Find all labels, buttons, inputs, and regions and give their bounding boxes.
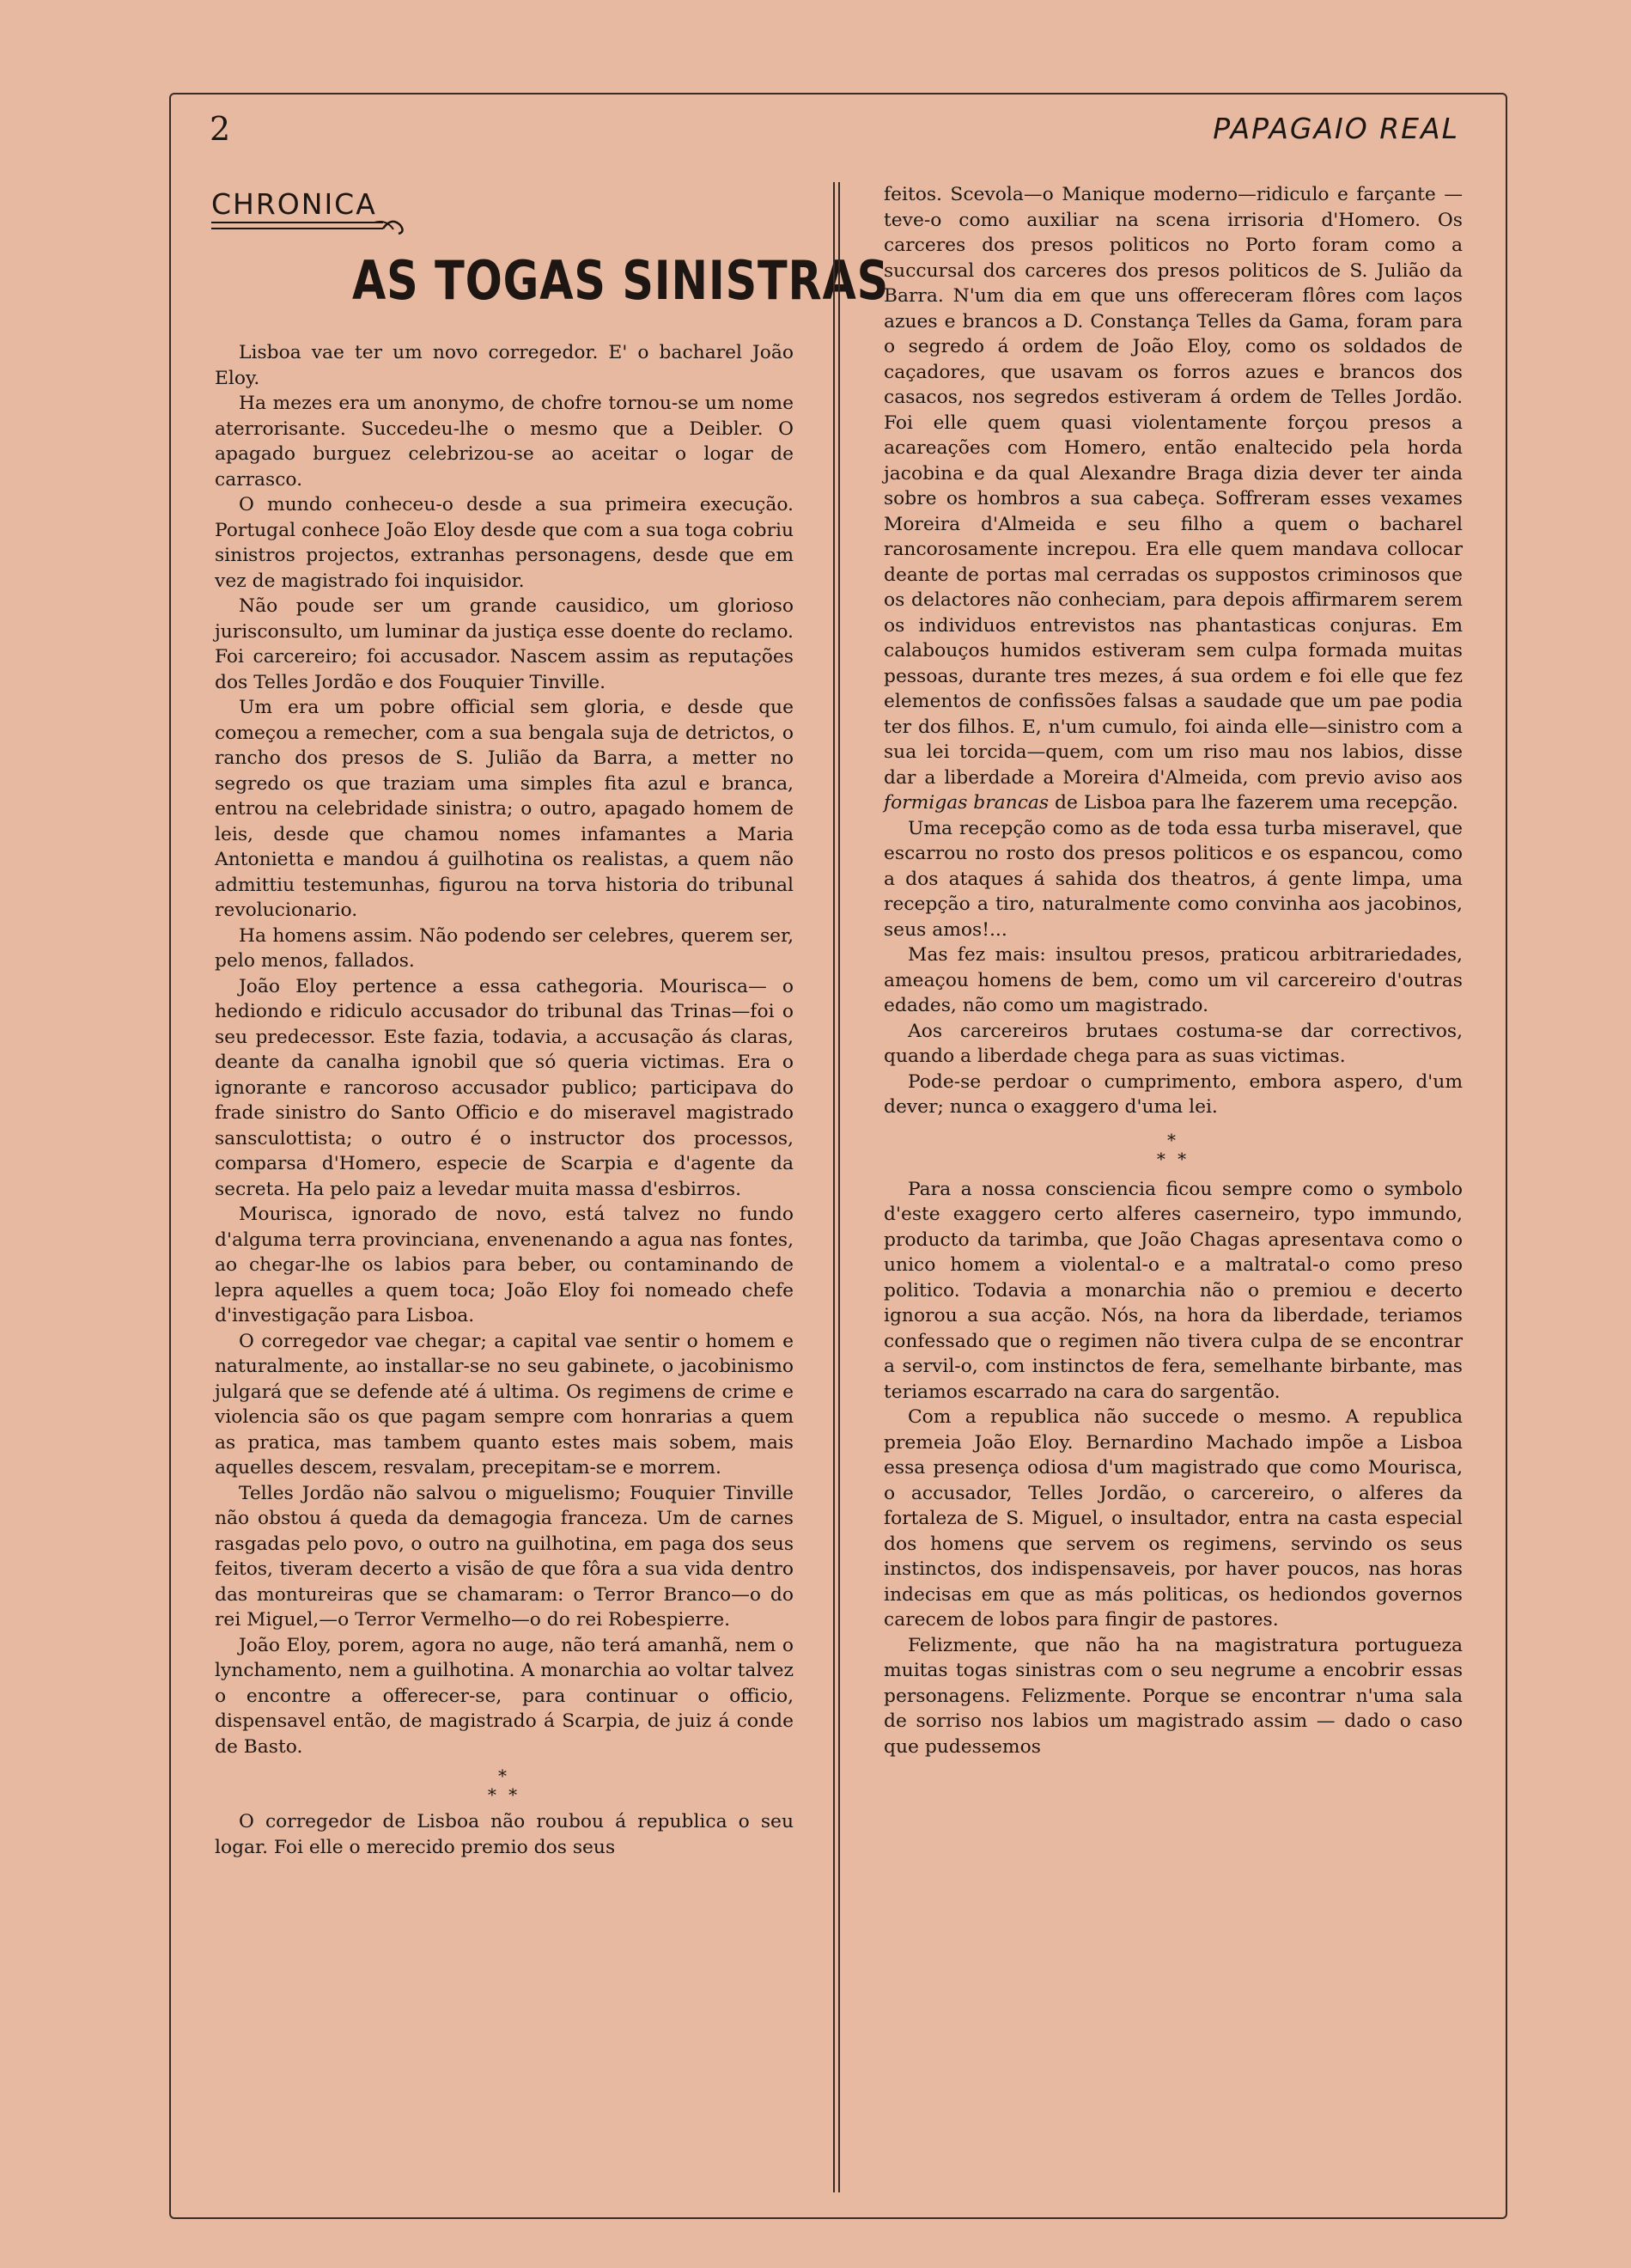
paragraph-text: feitos. Scevola—o Manique moderno—ridiculo e farçante — teve-o como auxiliar na scena irrisoria d'Homero. Os carceres dos presos politicos no Porto foram como a succursal dos carceres dos presos politicos de S. Julião da Barra. N'um dia em que uns offereceram flôres com laços azues e brancos a D. Constança Telles da Gama, foram para o segredo á ordem de João Eloy, como os soldados de caçadores, que usavam os forros azues e brancos dos casacos, nos segredos estiveram á ordem de Telles Jordão. Foi elle quem quasi violentamente forçou presos a acareações com Homero, então enaltecido pela horda jacobina e da qual Alexandre Braga dizia dever ter ainda sobre os hombros a sua cabeça. Soffreram esses vexames Moreira d'Almeida e seu filho a quem o bacharel rancorosamente increpou. Era elle quem mandava collocar deante de portas mal cerradas os suppostos criminosos que os delactores não conheciam, para depois affirmarem serem os individuos entrevistos nas phantasticas conjuras. Em calabouços humidos estiveram sem culpa formada muitas pessoas, durante tres mezes, á sua ordem e foi elle que fez elementos de confissões falsas a saudade que um pae podia ter dos filhos. E, n'um cumulo, foi ainda elle—sinistro com a sua lei torcida—quem, com um riso mau nos labios, disse dar a liberdade a Moreira d'Almeida, com previo aviso aos xyxy=(884,184,1463,789)
paragraph: Um era um pobre official sem gloria, e desde que começou a remecher, com a sua bengala suja de detrictos, o rancho dos presos de S. Julião da Barra, a metter no segredo os que traziam uma simples fita azul e branca, entrou na celebridade sinistra; o outro, apagado homem de leis, desde que chamou nomes infamantes a Maria Antonietta e mandou á guilhotina os realistas, a quem não admittiu testemunhas, figurou na torva historia do tribunal revolucionario. xyxy=(215,697,794,921)
section-separator xyxy=(215,1766,794,1804)
separator-top: * xyxy=(1167,1129,1179,1150)
paragraph-text: de Lisboa para lhe fazerem uma recepção. xyxy=(1055,792,1458,814)
publication-title: PAPAGAIO REAL xyxy=(1213,112,1459,145)
page-number: 2 xyxy=(210,110,231,148)
section-label: CHRONICA xyxy=(211,187,377,221)
paragraph: O corregedor vae chegar; a capital vae sentir o homem e naturalmente, ao installar-se no seu gabinete, o jacobinismo julgará que se defende até á ultima. Os regimens de crime e violencia são os que pagam sempre com honrarias a quem as pratica, mas tambem quanto estes mais sobem, mais aquelles descem, resvalam, precepitam-se e morrem. xyxy=(215,1330,794,1478)
paragraph: Felizmente, que não ha na magistratura portugueza muitas togas sinistras com o seu negrume a encobrir essas personagens. Felizmente. Porque se encontrar n'uma sala de sorriso nos labios um magistrado assim — dado o caso que pudessemos xyxy=(884,1634,1463,1758)
section-separator xyxy=(884,1131,1463,1168)
right-column xyxy=(884,182,1463,1759)
paragraph: Ha homens assim. Não podendo ser celebres, querem ser, pelo menos, fallados. xyxy=(215,924,794,972)
paragraph: Não poude ser um grande causidico, um glorioso jurisconsulto, um luminar da justiça esse doente do reclamo. Foi carcereiro; foi accusador. Nascem assim as reputações dos Telles Jordão e dos Fouquier Tinville. xyxy=(215,595,794,693)
paragraph: Ha mezes era um anonymo, de chofre tornou-se um nome aterrorisante. Succedeu-lhe o mesmo que a Deibler. O apagado burguez celebrizou-se ao aceitar o logar de carrasco. xyxy=(215,393,794,491)
section-flourish xyxy=(211,219,417,238)
paragraph: João Eloy, porem, agora no auge, não terá amanhã, nem o lynchamento, nem a guilhotina. A monarchia ao voltar talvez o encontre a offerecer-se, para continuar o officio, dispensavel então, de magistrado á Scarpia, de juiz á conde de Basto. xyxy=(215,1634,794,1758)
separator-bottom: * * xyxy=(487,1784,521,1805)
left-column xyxy=(215,340,794,1860)
separator-bottom: * * xyxy=(1156,1148,1190,1169)
paragraph: João Eloy pertence a essa cathegoria. Mourisca— o hediondo e ridiculo accusador do tribunal das Trinas—foi o seu predecessor. Este fazia, todavia, a accusação ás claras, deante da canalha ignobil que só queria victimas. Era o ignorante e rancoroso accusador publico; participava do frade sinistro do Santo Officio e do miseravel magistrado sansculottista; o outro é o instructor dos processos, comparsa d'Homero, especie de Scarpia e d'agente da secreta. Ha pelo paiz a levedar muita massa d'esbirros. xyxy=(215,975,794,1200)
paragraph: Com a republica não succede o mesmo. A republica premeia João Eloy. Bernardino Machado impõe a Lisboa essa presença odiosa d'um magistrado que como Mourisca, o accusador, Telles Jordão, o carcereiro, o alferes da fortaleza de S. Miguel, o insultador, entra na casta especial dos homens que servem os regimens, servindo os seus instinctos, dos indispensaveis, por haver poucos, nas horas indecisas em que as más politicas, os hediondos governos carecem de lobos para fingir de pastores. xyxy=(884,1406,1463,1631)
paragraph: Aos carcereiros brutaes costuma-se dar correctivos, quando a liberdade chega para as suas victimas. xyxy=(884,1020,1463,1067)
italic-phrase: formigas brancas xyxy=(884,792,1050,814)
paragraph: Pode-se perdoar o cumprimento, embora aspero, d'um dever; nunca o exaggero d'uma lei. xyxy=(884,1070,1463,1118)
separator-top: * xyxy=(498,1765,510,1786)
column-divider xyxy=(833,182,840,2192)
paragraph: O corregedor de Lisboa não roubou á republica o seu logar. Foi elle o merecido premio dos seus xyxy=(215,1811,794,1858)
paragraph xyxy=(884,182,1463,816)
paragraph: Lisboa vae ter um novo corregedor. E' o bacharel João Eloy. xyxy=(215,342,794,389)
headline: AS TOGAS SINISTRAS xyxy=(352,249,890,312)
paragraph: Mourisca, ignorado de novo, está talvez no fundo d'alguma terra provinciana, envenenando a agua nas fontes, ao chegar-lhe os labios para beber, ou contaminando de lepra aquelles a quem toca; João Eloy foi nomeado chefe d'investigação para Lisboa. xyxy=(215,1204,794,1326)
paragraph: Uma recepção como as de toda essa turba miseravel, que escarrou no rosto dos presos politicos e os espancou, como a dos ataques á sahida dos theatros, á gente limpa, uma recepção a tiro, naturalmente como convinha aos jacobinos, seus amos!... xyxy=(884,817,1463,941)
paragraph: Mas fez mais: insultou presos, praticou arbitrariedades, ameaçou homens de bem, como um vil carcereiro d'outras edades, não como um magistrado. xyxy=(884,944,1463,1016)
paragraph: O mundo conheceu-o desde a sua primeira execução. Portugal conhece João Eloy desde que com a sua toga cobriu sinistros projectos, extranhas personagens, desde que em vez de magistrado foi inquisidor. xyxy=(215,494,794,592)
paragraph: Para a nossa consciencia ficou sempre como o symbolo d'este exaggero certo alferes caserneiro, typo immundo, producto da tarimba, que João Chagas apresentava como o unico homem a violental-o e a maltratal-o como preso politico. Todavia a monarchia não o premiou e decerto ignorou a sua acção. Nós, na hora da liberdade, teriamos confessado que o regimen não tivera culpa de se encontrar a servil-o, com instinctos de fera, semelhante birbante, mas teriamos escarrado na cara do sargentão. xyxy=(884,1178,1463,1403)
paragraph: Telles Jordão não salvou o miguelismo; Fouquier Tinville não obstou á queda da demagogia franceza. Um de carnes rasgadas pelo povo, o outro na guilhotina, em paga dos seus feitos, tiveram decerto a visão de que fôra a sua vida dentro das montureiras que se chamaram: o Terror Branco—o do rei Miguel,—o Terror Vermelho—o do rei Robespierre. xyxy=(215,1482,794,1631)
